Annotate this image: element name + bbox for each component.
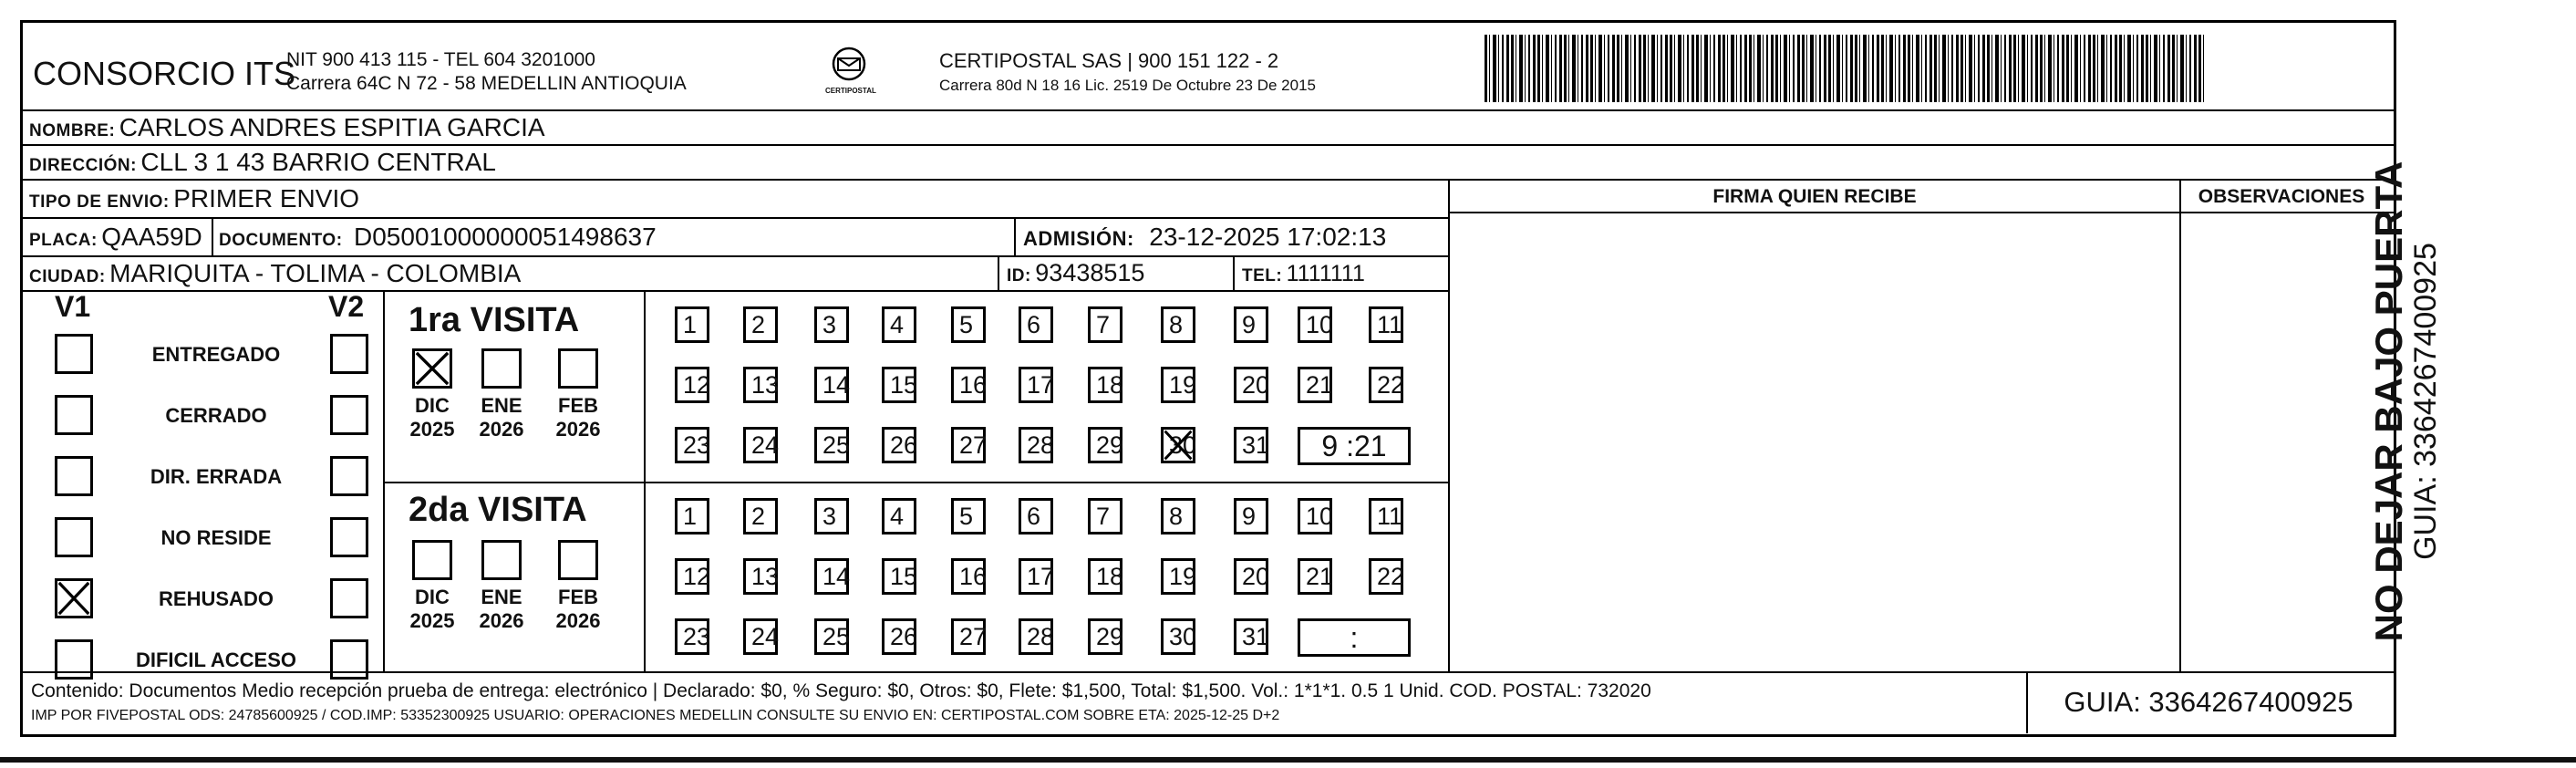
second-visit-day-box[interactable]: 17 bbox=[1019, 558, 1053, 595]
first-visit-day-box[interactable]: 17 bbox=[1019, 367, 1053, 403]
documento-cell bbox=[219, 223, 657, 252]
first-visit-day-box[interactable]: 29 bbox=[1088, 427, 1122, 463]
divider bbox=[644, 290, 646, 671]
second-visit-title: 2da VISITA bbox=[409, 491, 587, 529]
divider bbox=[1448, 179, 1450, 671]
divider bbox=[20, 109, 2394, 111]
first-visit-day-box[interactable]: 6 bbox=[1019, 306, 1053, 343]
second-visit-day-box[interactable]: 29 bbox=[1088, 618, 1122, 655]
imp-line: IMP POR FIVEPOSTAL ODS: 24785600925 / COD.IMP: 53352300925 USUARIO: OPERACIONES MEDELLIN CONSULTE SU ENVIO EN: CERTIPOSTAL.COM SOBRE ETA: 2025-12-25 D+2 bbox=[31, 708, 1280, 723]
v2-checkbox[interactable] bbox=[330, 456, 368, 496]
first-visit-day-box[interactable]: 28 bbox=[1019, 427, 1053, 463]
nombre-label: NOMBRE: bbox=[29, 121, 116, 140]
status-label: DIR. ERRADA bbox=[150, 465, 283, 488]
courier-name: CERTIPOSTAL SAS | 900 151 122 - 2 bbox=[939, 49, 1279, 72]
second-visit-day-box[interactable]: 13 bbox=[743, 558, 778, 595]
status-label: ENTREGADO bbox=[151, 343, 281, 366]
month-caption bbox=[474, 394, 529, 441]
v2-header: V2 bbox=[328, 290, 365, 323]
second-visit-day-box[interactable]: 22 bbox=[1369, 558, 1403, 595]
first-visit-day-box[interactable]: 24 bbox=[743, 427, 778, 463]
first-visit-day-box[interactable]: 1 bbox=[675, 306, 709, 343]
first-visit-day-box[interactable]: 20 bbox=[1234, 367, 1268, 403]
divider bbox=[212, 217, 213, 255]
side-warning: NO DEJAR BAJO PUERTA bbox=[2367, 161, 2410, 642]
direccion-label: DIRECCIÓN: bbox=[29, 156, 137, 175]
first-visit-day-box[interactable]: 26 bbox=[882, 427, 916, 463]
tel-cell bbox=[1242, 261, 1365, 287]
documento-value: D05001000000051498637 bbox=[354, 223, 657, 251]
month-label: FEB bbox=[558, 394, 598, 417]
ciudad-value: MARIQUITA - TOLIMA - COLOMBIA bbox=[109, 259, 522, 287]
second-visit-time-box[interactable]: : bbox=[1298, 618, 1411, 657]
envelope-icon bbox=[825, 46, 873, 82]
second-visit-day-box[interactable]: 31 bbox=[1234, 618, 1268, 655]
observaciones-header: OBSERVACIONES bbox=[2198, 186, 2365, 207]
first-visit-day-box[interactable]: 7 bbox=[1088, 306, 1122, 343]
contenido-line: Contenido: Documentos Medio recepción prueba de entrega: electrónico | Declarado: $0, % Seguro: $0, Otros: $0, Flete: $1,500, Total: $1,500. Vol.: 1*1*1. 0.5 1 Unid. COD. POSTAL: 732020 bbox=[31, 680, 1651, 701]
v1-checkbox[interactable] bbox=[55, 639, 93, 680]
scan-edge bbox=[0, 753, 2576, 768]
direccion-row bbox=[29, 148, 496, 177]
year-label: 2025 bbox=[409, 609, 455, 632]
status-label: REHUSADO bbox=[159, 587, 274, 610]
second-visit-day-box[interactable]: 9 bbox=[1234, 498, 1268, 534]
v2-checkbox[interactable] bbox=[330, 639, 368, 680]
v2-checkbox[interactable] bbox=[330, 578, 368, 618]
divider bbox=[20, 217, 1450, 219]
year-label: 2026 bbox=[479, 418, 524, 441]
second-visit-day-box[interactable]: 10 bbox=[1298, 498, 1332, 534]
second-visit-day-box[interactable]: 12 bbox=[675, 558, 709, 595]
first-visit-time-box[interactable]: 9 :21 bbox=[1298, 427, 1411, 465]
id-value: 93438515 bbox=[1035, 259, 1145, 286]
tel-value: 1111111 bbox=[1286, 261, 1365, 286]
placa-value: QAA59D bbox=[101, 223, 202, 251]
logo-text: CERTIPOSTAL bbox=[825, 87, 876, 95]
second-visit-day-box[interactable]: 16 bbox=[951, 558, 986, 595]
v1-header: V1 bbox=[55, 290, 91, 323]
second-visit-day-box[interactable]: 2 bbox=[743, 498, 778, 534]
placa-cell bbox=[29, 223, 202, 252]
divider bbox=[20, 144, 2394, 146]
month-label: DIC bbox=[415, 586, 450, 608]
month-caption bbox=[551, 586, 605, 633]
v1-checkbox[interactable] bbox=[55, 334, 93, 374]
first-visit-day-box[interactable]: 2 bbox=[743, 306, 778, 343]
first-visit-month-checkbox[interactable] bbox=[412, 348, 452, 389]
first-visit-day-box[interactable]: 12 bbox=[675, 367, 709, 403]
month-caption bbox=[405, 586, 460, 633]
first-visit-day-box[interactable]: 16 bbox=[951, 367, 986, 403]
divider bbox=[20, 179, 2394, 181]
first-visit-day-box[interactable]: 25 bbox=[814, 427, 849, 463]
company-name: CONSORCIO ITS bbox=[33, 55, 296, 92]
divider bbox=[383, 290, 385, 671]
company-address: Carrera 64C N 72 - 58 MEDELLIN ANTIOQUIA bbox=[286, 73, 687, 94]
observaciones-area[interactable] bbox=[2183, 213, 2389, 669]
first-visit-month-checkbox[interactable] bbox=[558, 348, 598, 389]
first-visit-day-box[interactable]: 22 bbox=[1369, 367, 1403, 403]
id-label: ID: bbox=[1007, 266, 1031, 285]
second-visit-day-box[interactable]: 20 bbox=[1234, 558, 1268, 595]
tipo-envio-value: PRIMER ENVIO bbox=[173, 184, 360, 213]
second-visit-day-box[interactable]: 27 bbox=[951, 618, 986, 655]
second-visit-month-checkbox[interactable] bbox=[481, 540, 522, 580]
first-visit-day-box[interactable]: 23 bbox=[675, 427, 709, 463]
second-visit-day-box[interactable]: 24 bbox=[743, 618, 778, 655]
first-visit-month-checkbox[interactable] bbox=[481, 348, 522, 389]
v1-checkbox[interactable] bbox=[55, 578, 93, 618]
first-visit-day-box[interactable]: 30 bbox=[1161, 427, 1195, 463]
first-visit-day-box[interactable]: 3 bbox=[814, 306, 849, 343]
first-visit-title: 1ra VISITA bbox=[409, 301, 580, 339]
second-visit-day-box[interactable]: 5 bbox=[951, 498, 986, 534]
divider bbox=[1014, 217, 1016, 255]
courier-license: Carrera 80d N 18 16 Lic. 2519 De Octubre 23 De 2015 bbox=[939, 77, 1316, 94]
documento-label: DOCUMENTO: bbox=[219, 231, 343, 250]
firma-header: FIRMA QUIEN RECIBE bbox=[1712, 186, 1917, 207]
second-visit-day-box[interactable]: 30 bbox=[1161, 618, 1195, 655]
first-visit-day-box[interactable]: 31 bbox=[1234, 427, 1268, 463]
month-label: DIC bbox=[415, 394, 450, 417]
admision-cell bbox=[1023, 223, 1386, 252]
v2-checkbox[interactable] bbox=[330, 517, 368, 557]
first-visit-day-box[interactable]: 21 bbox=[1298, 367, 1332, 403]
second-visit-day-box[interactable]: 21 bbox=[1298, 558, 1332, 595]
second-visit-day-box[interactable]: 26 bbox=[882, 618, 916, 655]
status-label: CERRADO bbox=[165, 404, 267, 427]
nombre-value: CARLOS ANDRES ESPITIA GARCIA bbox=[119, 113, 545, 141]
second-visit-day-box[interactable]: 28 bbox=[1019, 618, 1053, 655]
second-visit-day-box[interactable]: 3 bbox=[814, 498, 849, 534]
second-visit-month-checkbox[interactable] bbox=[558, 540, 598, 580]
tracking-barcode bbox=[1485, 35, 2207, 102]
side-guia: GUIA: 3364267400925 bbox=[2408, 243, 2443, 560]
nombre-row bbox=[29, 113, 545, 142]
ciudad-label: CIUDAD: bbox=[29, 267, 106, 286]
status-label: NO RESIDE bbox=[160, 526, 272, 549]
month-label: ENE bbox=[481, 586, 522, 608]
first-visit-day-box[interactable]: 15 bbox=[882, 367, 916, 403]
month-caption bbox=[405, 394, 460, 441]
first-visit-day-box[interactable]: 8 bbox=[1161, 306, 1195, 343]
first-visit-day-box[interactable]: 18 bbox=[1088, 367, 1122, 403]
first-visit-day-box[interactable]: 13 bbox=[743, 367, 778, 403]
month-caption bbox=[474, 586, 529, 633]
v1-checkbox[interactable] bbox=[55, 456, 93, 496]
divider bbox=[2179, 179, 2181, 671]
direccion-value: CLL 3 1 43 BARRIO CENTRAL bbox=[140, 148, 496, 176]
divider bbox=[20, 671, 2394, 673]
v1-checkbox[interactable] bbox=[55, 395, 93, 435]
second-visit-day-box[interactable]: 18 bbox=[1088, 558, 1122, 595]
v2-checkbox[interactable] bbox=[330, 395, 368, 435]
divider bbox=[383, 482, 1448, 483]
first-visit-day-box[interactable]: 9 bbox=[1234, 306, 1268, 343]
first-visit-day-box[interactable]: 27 bbox=[951, 427, 986, 463]
first-visit-day-box[interactable]: 5 bbox=[951, 306, 986, 343]
second-visit-day-box[interactable]: 1 bbox=[675, 498, 709, 534]
v2-checkbox[interactable] bbox=[330, 334, 368, 374]
second-visit-day-box[interactable]: 23 bbox=[675, 618, 709, 655]
placa-label: PLACA: bbox=[29, 231, 98, 250]
tel-label: TEL: bbox=[1242, 266, 1283, 285]
first-visit-day-box[interactable]: 4 bbox=[882, 306, 916, 343]
footer-guia: GUIA: 3364267400925 bbox=[2064, 686, 2354, 718]
firma-area[interactable] bbox=[1452, 213, 2178, 669]
divider bbox=[20, 290, 1450, 292]
divider bbox=[1233, 255, 1235, 290]
first-visit-day-box[interactable]: 11 bbox=[1369, 306, 1403, 343]
month-label: ENE bbox=[481, 394, 522, 417]
admision-value: 23-12-2025 17:02:13 bbox=[1149, 223, 1387, 251]
status-label: DIFICIL ACCESO bbox=[135, 649, 296, 671]
month-label: FEB bbox=[558, 586, 598, 608]
second-visit-day-box[interactable]: 25 bbox=[814, 618, 849, 655]
year-label: 2025 bbox=[409, 418, 455, 441]
id-cell bbox=[1007, 259, 1144, 287]
second-visit-day-box[interactable]: 14 bbox=[814, 558, 849, 595]
first-visit-day-box[interactable]: 10 bbox=[1298, 306, 1332, 343]
tipo-envio-label: TIPO DE ENVIO: bbox=[29, 192, 170, 212]
divider bbox=[998, 255, 999, 290]
tipo-envio-row bbox=[29, 184, 359, 213]
year-label: 2026 bbox=[555, 418, 601, 441]
second-visit-day-box[interactable]: 15 bbox=[882, 558, 916, 595]
second-visit-month-checkbox[interactable] bbox=[412, 540, 452, 580]
side-text-block bbox=[2369, 128, 2442, 675]
second-visit-day-box[interactable]: 11 bbox=[1369, 498, 1403, 534]
v1-checkbox[interactable] bbox=[55, 517, 93, 557]
second-visit-day-box[interactable]: 6 bbox=[1019, 498, 1053, 534]
year-label: 2026 bbox=[555, 609, 601, 632]
ciudad-cell bbox=[29, 259, 521, 288]
certipostal-logo bbox=[825, 46, 876, 95]
second-visit-day-box[interactable]: 8 bbox=[1161, 498, 1195, 534]
second-visit-day-box[interactable]: 19 bbox=[1161, 558, 1195, 595]
first-visit-day-box[interactable]: 19 bbox=[1161, 367, 1195, 403]
second-visit-day-box[interactable]: 4 bbox=[882, 498, 916, 534]
year-label: 2026 bbox=[479, 609, 524, 632]
company-nit: NIT 900 413 115 - TEL 604 3201000 bbox=[286, 49, 595, 70]
divider bbox=[20, 255, 1450, 257]
admision-label: ADMISIÓN: bbox=[1023, 227, 1134, 250]
second-visit-day-box[interactable]: 7 bbox=[1088, 498, 1122, 534]
first-visit-day-box[interactable]: 14 bbox=[814, 367, 849, 403]
month-caption bbox=[551, 394, 605, 441]
